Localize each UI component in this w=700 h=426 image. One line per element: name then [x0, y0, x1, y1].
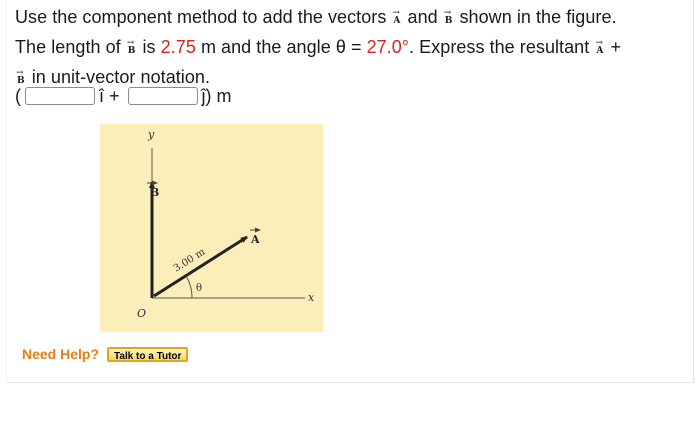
a-magnitude-label: 3.00 m	[171, 246, 208, 275]
problem-text: Use the component method to add the vectors	[15, 7, 392, 27]
vector-a-letter: A	[596, 46, 604, 56]
problem-text: and	[402, 7, 443, 27]
problem-text: . Express the resultant	[409, 37, 595, 57]
j-hat-label: ĵ) m	[201, 86, 232, 106]
y-component-input[interactable]	[128, 87, 198, 105]
origin-label: O	[137, 307, 147, 320]
x-component-input[interactable]	[25, 87, 95, 105]
problem-text: shown in the figure.	[454, 7, 617, 27]
vector-arrow: →	[443, 8, 452, 18]
open-paren: (	[15, 86, 21, 106]
problem-statement	[15, 4, 695, 94]
vector-b-letter: B	[127, 46, 136, 56]
vector-b-letter: B	[17, 76, 25, 86]
i-hat-label: î +	[99, 86, 120, 106]
problem-text: m and the angle θ =	[195, 37, 367, 57]
vector-arrow: →	[392, 8, 401, 18]
help-bar	[22, 346, 188, 362]
x-axis-label: x	[308, 291, 315, 304]
vector-arrow: →	[126, 38, 135, 48]
vector-a-letter: A	[393, 16, 401, 26]
talk-to-tutor-button[interactable]: Talk to a Tutor	[107, 347, 188, 362]
vector-a-symbol	[391, 8, 402, 34]
problem-text: in unit-vector notation.	[26, 67, 211, 87]
vector-b-label: B	[150, 186, 160, 199]
answer-row	[15, 84, 232, 108]
vector-b-symbol	[443, 8, 455, 34]
length-value: 2.75	[160, 37, 196, 57]
vector-b-letter: B	[444, 16, 453, 26]
problem-text: is	[137, 37, 161, 57]
vector-arrow: →	[595, 38, 603, 48]
problem-text: +	[605, 37, 622, 57]
vector-arrow: →	[16, 68, 24, 78]
need-help-label: Need Help?	[22, 346, 100, 362]
angle-value: 27.0°	[366, 37, 410, 57]
vector-a-label: A	[251, 233, 260, 246]
angle-arc	[186, 276, 192, 298]
angle-label: θ	[196, 283, 203, 294]
vector-a-symbol	[594, 38, 605, 64]
y-axis-label: y	[148, 128, 155, 141]
problem-text: The length of	[15, 37, 126, 57]
vector-diagram	[100, 124, 323, 332]
vector-figure	[100, 124, 323, 332]
vector-b-symbol	[126, 38, 138, 64]
